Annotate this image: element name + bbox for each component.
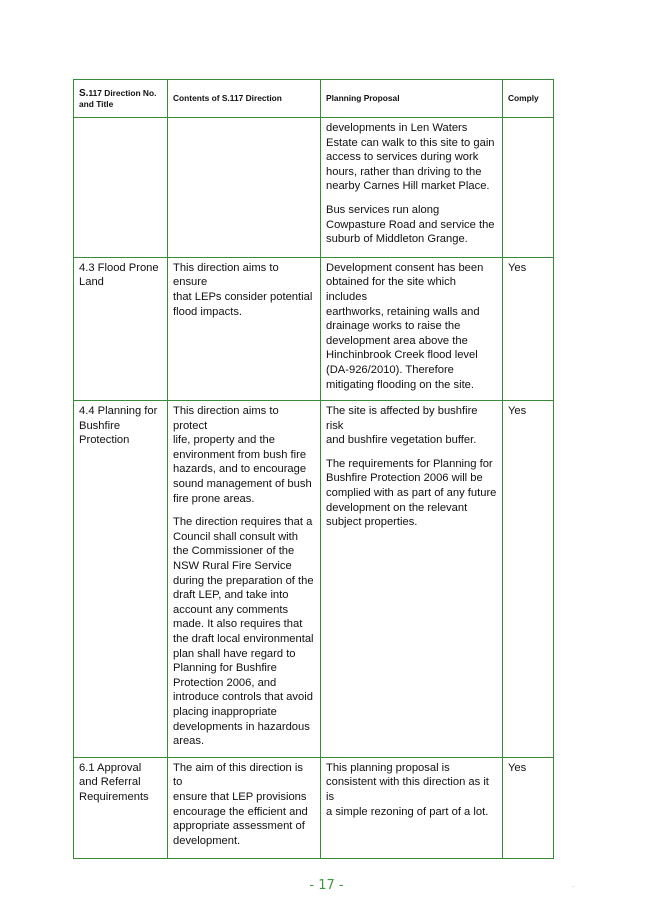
contents-paragraph: The direction requires that a Council shall consult with the Commissioner of the NSW Rural Fire Service during the preparation of the draft LEP, and take into account any comments made. It also requires that the draft local environmental plan shall have regard to Planning for Bushfire Protection 2006, and introduce controls that avoid placing inappropriate developments in hazardous areas. [173, 516, 314, 748]
header-comply: Comply [503, 80, 554, 118]
cell-contents [168, 401, 321, 758]
table-row-flood-prone-land [74, 257, 554, 400]
cell-direction: 4.4 Planning for Bushfire Protection [74, 401, 168, 758]
table-row-approval-referral [74, 757, 554, 859]
cell-comply: Yes [503, 401, 554, 758]
proposal-paragraph: The site is affected by bushfire risk and bushfire vegetation buffer. [326, 405, 478, 447]
proposal-paragraph: Development consent has been obtained for the site which includes earthworks, retaining walls and drainage works to raise the development area above the Hinchinbrook Creek flood level (DA-926/2010). Therefore mitigating flooding on the site. [326, 261, 484, 391]
cell-comply: Yes [503, 257, 554, 400]
proposal-paragraph: This planning proposal is consistent with this direction as it is a simple rezoning of part of a lot. [326, 761, 489, 818]
cell-direction: 4.3 Flood Prone Land [74, 257, 168, 400]
contents-paragraph: This direction aims to ensure that LEPs consider potential flood impacts. [173, 261, 313, 318]
proposal-paragraph: developments in Len Waters Estate can walk to this site to gain access to services during work hours, rather than driving to the nearby Carnes Hill market Place. [326, 122, 495, 193]
cell-comply: Yes [503, 757, 554, 859]
cell-proposal [321, 118, 503, 258]
table-row-bushfire-protection [74, 401, 554, 758]
footer-mark: . [572, 880, 575, 889]
cell-contents [168, 118, 321, 258]
cell-contents [168, 257, 321, 400]
proposal-paragraph: The requirements for Planning for Bushfire Protection 2006 will be complied with as part of any future development on the relevant subject properties. [326, 457, 497, 529]
contents-paragraph: The aim of this direction is to ensure that LEP provisions encourage the efficient and appropriate assessment of development. [173, 761, 308, 847]
cell-proposal [321, 257, 503, 400]
cell-proposal [321, 401, 503, 758]
table-row-continuation [74, 118, 554, 258]
table-header-row [74, 80, 554, 118]
header-contents: Contents of S.117 Direction [168, 80, 321, 118]
cell-direction [74, 118, 168, 258]
cell-comply [503, 118, 554, 258]
cell-contents [168, 757, 321, 859]
page-number: - 17 - [309, 878, 344, 893]
cell-proposal [321, 757, 503, 859]
cell-direction: 6.1 Approval and Referral Requirements [74, 757, 168, 859]
contents-paragraph: This direction aims to protect life, property and the environment from bush fire hazards, and to encourage sound management of bush fire prone areas. [173, 405, 312, 505]
header-proposal: Planning Proposal [321, 80, 503, 118]
header-direction: S.117 Direction No. and Title [74, 80, 168, 118]
proposal-paragraph: Bus services run along Cowpasture Road and service the suburb of Middleton Grange. [326, 203, 495, 246]
s117-direction-table [73, 79, 554, 859]
